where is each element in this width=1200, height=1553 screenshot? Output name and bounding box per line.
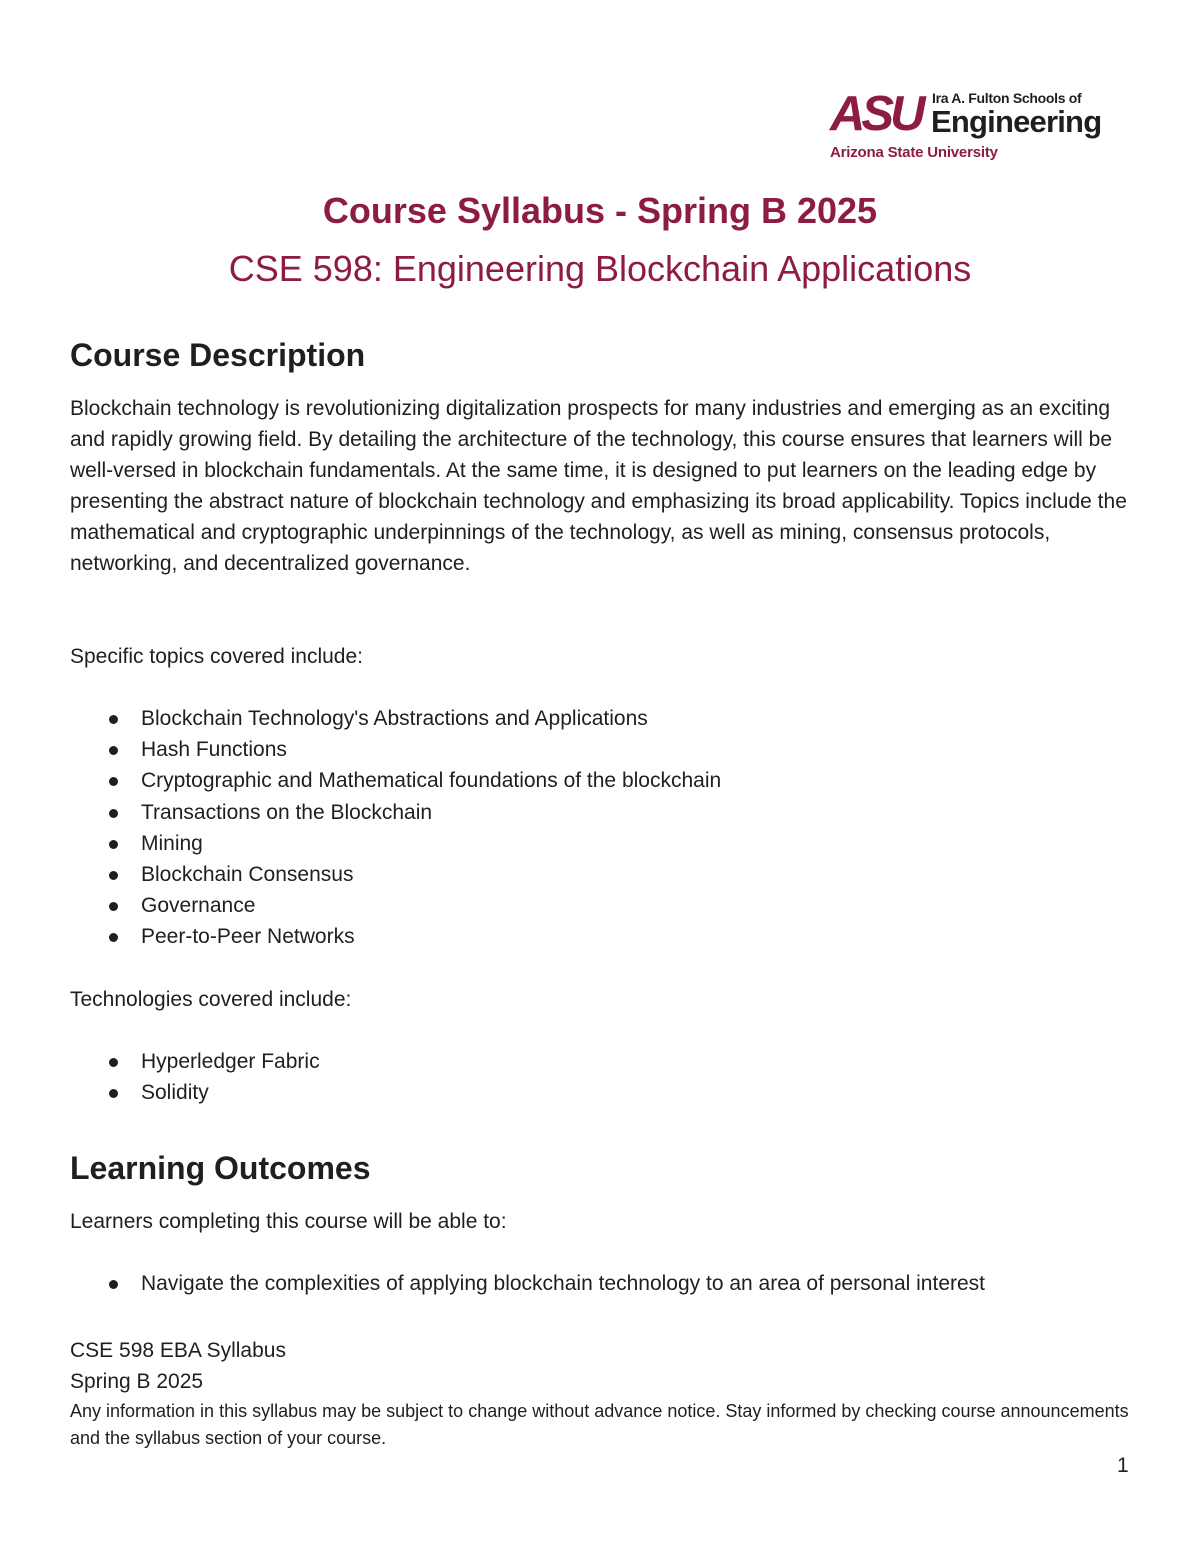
course-description-heading: Course Description [70,337,366,373]
footer-term: Spring B 2025 [70,1370,204,1393]
bullet-icon [109,746,118,755]
learning-outcomes-intro: Learners completing this course will be able to: [70,1210,507,1233]
bullet-icon [109,902,118,911]
learning-outcomes-list [70,1268,985,1299]
bullet-icon [109,1280,118,1289]
bullet-icon [109,809,118,818]
list-item: Transactions on the Blockchain [70,797,721,828]
bullet-icon [109,840,118,849]
list-item: Governance [70,890,721,921]
topics-list [70,703,721,953]
logo-university: Arizona State University [830,144,998,161]
list-item: Cryptographic and Mathematical foundations of the blockchain [70,765,721,796]
document-title: Course Syllabus - Spring B 2025 [322,190,878,231]
list-item: Mining [70,828,721,859]
topics-intro: Specific topics covered include: [70,645,363,668]
footer-course-name: CSE 598 EBA Syllabus [70,1339,286,1362]
bullet-icon [109,715,118,724]
bullet-icon [109,777,118,786]
learning-outcomes-heading: Learning Outcomes [70,1150,371,1186]
technologies-intro: Technologies covered include: [70,988,352,1011]
logo-engineering: Engineering [931,104,1102,139]
course-description-paragraph: Blockchain technology is revolutionizing digitalization prospects for many industries and emerging as an exciting and rapidly growing field. By detailing the architecture of the technology, this course ensures that learners will be well-versed in blockchain fundamentals. At the same time, it is designed to put learners on the leading edge by presenting the abstract nature of blockchain technology and emphasizing its broad applicability. Topics include the mathematical and cryptographic underpinnings of the technology, as well as mining, consensus protocols, networking, and decentralized governance. [70,397,1127,575]
bullet-icon [109,933,118,942]
asu-logo-mark: ASU [830,87,922,141]
list-item: Navigate the complexities of applying blockchain technology to an area of personal interest [70,1268,985,1299]
course-subtitle: CSE 598: Engineering Blockchain Applications [228,248,972,289]
footer-disclaimer: Any information in this syllabus may be subject to change without advance notice. Stay informed by checking course announcements and the syllabus section of your course. [70,1401,1129,1448]
list-item: Hash Functions [70,734,721,765]
bullet-icon [109,1089,118,1098]
page-number: 1 [1117,1454,1129,1477]
list-item: Peer-to-Peer Networks [70,921,721,952]
logo-school-line: Ira A. Fulton Schools of [932,90,1082,106]
list-item: Blockchain Consensus [70,859,721,890]
bullet-icon [109,871,118,880]
bullet-icon [109,1058,118,1067]
technologies-list [70,1046,320,1108]
asu-engineering-logo [830,88,1120,166]
list-item: Blockchain Technology's Abstractions and Applications [70,703,721,734]
list-item: Solidity [70,1077,320,1108]
list-item: Hyperledger Fabric [70,1046,320,1077]
